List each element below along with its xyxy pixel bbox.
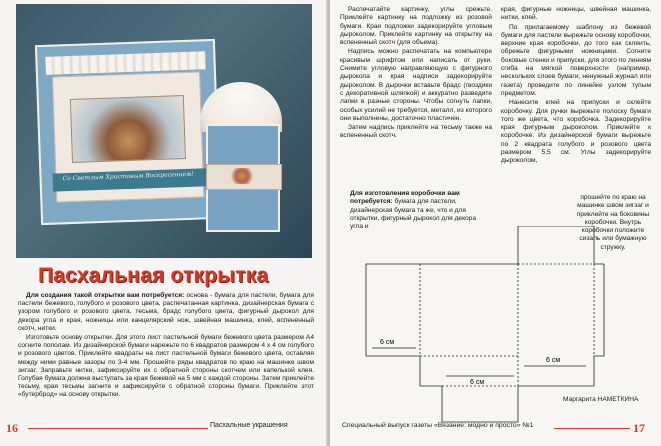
paragraph: Распечатайте картинку, углы срежьте. Приклейте картинку на подложку из розовой бумаги. Края подложки задекорируйте угловым дыроколом. Приклейте картинку на открытку на вспененный скотч (для объема). xyxy=(340,6,492,47)
text-column-c: прошейте по краю на машинке швом зигзаг и приклейте на боковины коробочки. Внутрь коробочки положите сизаль или бумажную стружку. xyxy=(576,194,650,251)
footer-rule xyxy=(554,428,630,429)
materials-text: бумага для пастели, дизайнерская бумага та же, что и для открытки, фигурный дырокол для декора угла и xyxy=(350,198,477,231)
card-ribbon xyxy=(52,168,207,191)
paragraph: Надпись можно распечатать на компьютере красивым шрифтом или написать от руки. Снимите угловую направляющую с фигурного дырокола и края надписи задекорируйте дыроколом. В дырочки вставьте брадс (гвоздики с декоративной шляпкой) и аккуратно разведите лапки в разные стороны. Чтобы согнуть лапки, особых усилий не требуется, металл, из которого они выполнены, достаточно пластичен. xyxy=(340,48,492,122)
template-outline xyxy=(366,226,604,422)
materials-heading: Для изготовления коробочки вам потребуется: xyxy=(350,190,460,206)
paragraph-instructions: Изготовьте основу открытки. Для этого лист пастельной бумаги бежевого цвета размером А4 согните пополам. Из дизайнерской бумаги нарежьте по 6 квадратов размером 4 х 4 см голубого и розового цветов. Приклейте квадраты на лист пастельной бумаги бежевого цвета, оставляя между ними равные зазоры по 3-4 мм. Прошейте ряды квадратов по краю на машинке швом зигзаг. Заправьте нитки, зафиксируйте их с обратной стороны скотчем или капелькой клея. Голубая бумага должна выступать за края бежевой на 5 мм с каждой стороны. Затем приклейте тесьму, края тесьмы загните и зафиксируйте с обратной стороны бумаги. Приклейте этот «бутерброд» на основу открытки. xyxy=(18,334,314,399)
left-page xyxy=(0,0,328,446)
card-inner-panel xyxy=(52,71,204,202)
easter-card-photo xyxy=(16,4,312,258)
footer-section-label: Пасхальные украшения xyxy=(210,422,288,429)
article-body-left xyxy=(18,292,314,401)
paragraph-lead: Для создания такой открытки вам потребуется: xyxy=(26,292,185,299)
text-column-a xyxy=(340,6,492,142)
dimension-label-right: 6 см xyxy=(546,357,561,364)
card-picture xyxy=(70,95,186,163)
footer-left xyxy=(0,420,328,442)
dimension-label-left: 6 см xyxy=(380,339,395,346)
paragraph: По прилагаемому шаблону из бежевой бумаги для пастели вырежьте основу коробочки, верхние края коробочки, до того как склеить, обрежьте фигурными ножницами. Согните боковые стенки и припуски, для этого по линиям сгиба на мягкой поверхности (например, нескольких слоев бумаги, ненужный журнал или газета) проведите по линейке узлом тупым предметом. xyxy=(501,23,651,97)
paragraph: края, фигурные ножницы, швейная машинка, нитки, клей. xyxy=(501,6,651,22)
dimension-label-bottom: 6 см xyxy=(470,379,485,386)
author-name: Маргарита НАМЕТКИНА xyxy=(563,396,639,403)
page-number-right: 17 xyxy=(633,421,645,435)
card-ribbon-text: Со Светлым Христовым Воскресением! xyxy=(62,170,194,183)
paragraph-materials xyxy=(18,292,314,333)
page-number-left: 16 xyxy=(6,421,18,435)
footer-publication: Специальный выпуск газеты «Вязание: модно и просто» №1 xyxy=(342,422,534,429)
right-page xyxy=(330,0,661,446)
box-flower-decor xyxy=(228,168,256,184)
paragraph: Затем надпись приклейте на тесьму также на вспененный скотч. xyxy=(340,124,492,140)
paragraph: Нанесите клей на припуски и склейте коробочку. Для ручки вырежьте полоску бумаги того же цвета, что коробочка. Задекорируйте края фигурным дыроколом. Приклейте к коробочке. Из дизайнерской бумаги вырежьте по 2 квадрата голубого и розового цвета размером 5,5 см. Углы задекорируйте дыроколом, xyxy=(501,99,651,165)
text-column-b xyxy=(501,6,651,167)
footer-right xyxy=(330,420,661,442)
footer-rule xyxy=(28,428,208,429)
article-title: Пасхальная открытка xyxy=(38,264,269,287)
card-image xyxy=(35,39,221,225)
paragraph-text: основа - бумага для пастели, бумага для пастели бежевого, голубого и розового цвета, распечатанная картинка, дизайнерская бумага с узором голубого и розового цвета, тесьма, брадс голубого цвета, фигурный дырокол для декора угла и края, ножницы или канцелярский нож, швейная машинка, клей, вспененный скотч, нитки. xyxy=(18,292,314,332)
